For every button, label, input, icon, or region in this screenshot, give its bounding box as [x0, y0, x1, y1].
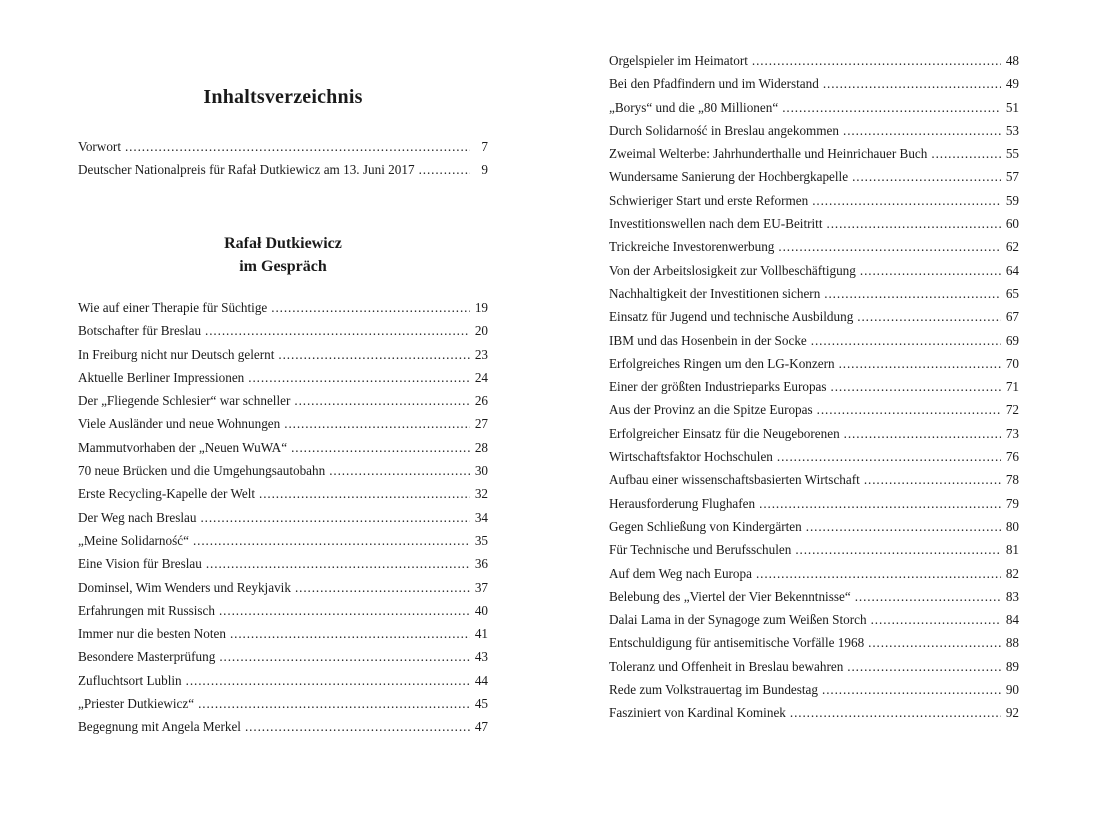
toc-entry [78, 696, 488, 719]
toc-leader-dots [795, 542, 1001, 558]
toc-entry-page-number: 79 [1005, 495, 1019, 511]
toc-entry [609, 169, 1019, 192]
toc-entry [609, 589, 1019, 612]
toc-entry [78, 347, 488, 370]
toc-entry [609, 682, 1019, 705]
toc-leader-dots [864, 472, 1001, 488]
toc-entry-title: Nachhaltigkeit der Investitionen sichern [609, 285, 821, 301]
toc-entry-title: Dalai Lama in der Synagoge zum Weißen Storch [609, 612, 867, 628]
toc-leader-dots [759, 496, 1001, 512]
toc-entry [609, 239, 1019, 262]
toc-entry [78, 626, 488, 649]
toc-entry-page-number: 59 [1005, 192, 1019, 208]
toc-entry-page-number: 7 [481, 139, 488, 154]
toc-entry [78, 440, 488, 463]
toc-intro-list [78, 139, 488, 186]
toc-entry [78, 603, 488, 626]
toc-entry [78, 300, 488, 323]
section-heading-line2: im Gespräch [239, 258, 327, 275]
toc-entry [609, 449, 1019, 472]
toc-entry-page-number: 20 [474, 323, 488, 339]
toc-entry-title: Besondere Masterprüfung [78, 649, 216, 665]
toc-entry-page-number: 69 [1005, 332, 1019, 348]
toc-entry [609, 356, 1019, 379]
toc-entry [78, 370, 488, 393]
toc-leader-dots [827, 216, 1001, 232]
toc-entry-page-number: 88 [1005, 635, 1019, 651]
toc-leader-dots [230, 626, 470, 642]
toc-entry-page-number: 83 [1005, 588, 1019, 604]
toc-entry [609, 659, 1019, 682]
toc-leader-dots [847, 659, 1001, 675]
toc-entry [609, 496, 1019, 519]
toc-entry-title: Herausforderung Flughafen [609, 495, 756, 511]
toc-entry [609, 566, 1019, 589]
toc-entry-title: Viele Ausländer und neue Wohnungen [78, 416, 281, 432]
toc-entry [78, 673, 488, 696]
toc-entry [78, 323, 488, 346]
toc-leader-dots [193, 533, 470, 549]
toc-entry-page-number: 82 [1005, 565, 1019, 581]
toc-entry-page-number: 62 [1005, 239, 1019, 255]
toc-entry-page-number: 9 [481, 162, 488, 178]
toc-leader-dots [843, 123, 1001, 139]
toc-right-list [609, 53, 1019, 729]
toc-leader-dots [219, 649, 470, 665]
toc-entry-title: Eine Vision für Breslau [78, 556, 202, 572]
toc-entry-title: In Freiburg nicht nur Deutsch gelernt [78, 346, 275, 362]
toc-leader-dots [294, 393, 470, 409]
toc-entry [609, 146, 1019, 169]
toc-entry [609, 263, 1019, 286]
toc-entry-page-number: 23 [474, 346, 488, 362]
toc-leader-dots [812, 193, 1001, 209]
toc-entry [78, 510, 488, 533]
toc-entry-page-number: 57 [1005, 169, 1019, 185]
toc-leader-dots [200, 510, 470, 526]
toc-entry [609, 379, 1019, 402]
toc-entry [609, 123, 1019, 146]
toc-leader-dots [811, 333, 1001, 349]
toc-entry-title: Entschuldigung für antisemitische Vorfälle 1968 [609, 635, 865, 651]
toc-entry-page-number: 89 [1005, 658, 1019, 674]
toc-leader-dots [186, 673, 470, 689]
toc-entry-title: Mammutvorhaben der „Neuen WuWA“ [78, 439, 288, 455]
toc-entry [609, 193, 1019, 216]
toc-entry-title: Aus der Provinz an die Spitze Europas [609, 402, 813, 418]
toc-entry-title: Belebung des „Viertel der Vier Bekenntnisse“ [609, 588, 851, 604]
right-page [550, 0, 1100, 825]
toc-entry-title: 70 neue Brücken und die Umgehungsautobahn [78, 463, 326, 479]
toc-entry-page-number: 80 [1005, 518, 1019, 534]
toc-entry-page-number: 64 [1005, 262, 1019, 278]
toc-entry-title: Zweimal Welterbe: Jahrhunderthalle und Heinrichauer Buch [609, 146, 928, 162]
section-heading-line1: Rafał Dutkiewicz [224, 235, 342, 252]
toc-entry-page-number: 67 [1005, 309, 1019, 325]
toc-entry-title: Begegnung mit Angela Merkel [78, 719, 241, 735]
toc-entry-page-number: 53 [1005, 122, 1019, 138]
toc-entry-page-number: 37 [474, 579, 488, 595]
toc-entry-title: Rede zum Volkstrauertag im Bundestag [609, 682, 819, 698]
toc-entry-title: Investitionswellen nach dem EU-Beitritt [609, 216, 823, 232]
toc-entry-page-number: 70 [1005, 355, 1019, 371]
toc-entry-title: Gegen Schließung von Kindergärten [609, 518, 802, 534]
toc-leader-dots [824, 286, 1001, 302]
toc-entry [609, 286, 1019, 309]
toc-entry-title: Toleranz und Offenheit in Breslau bewahren [609, 658, 844, 674]
toc-entry [609, 53, 1019, 76]
toc-leader-dots [852, 169, 1001, 185]
toc-entry-page-number: 55 [1005, 146, 1019, 162]
toc-entry-title: Erfolgreicher Einsatz für die Neugeborenen [609, 425, 840, 441]
toc-entry-title: „Borys“ und die „80 Millionen“ [609, 99, 779, 115]
toc-entry-page-number: 26 [474, 393, 488, 409]
toc-entry-page-number: 47 [474, 719, 488, 735]
toc-entry-page-number: 27 [474, 416, 488, 432]
toc-entry-title: Wirtschaftsfaktor Hochschulen [609, 449, 773, 465]
toc-leader-dots [278, 347, 470, 363]
toc-leader-dots [219, 603, 470, 619]
toc-entry-page-number: 44 [474, 672, 488, 688]
toc-leader-dots [860, 263, 1001, 279]
toc-entry-page-number: 76 [1005, 449, 1019, 465]
toc-entry-title: Erste Recycling-Kapelle der Welt [78, 486, 256, 502]
toc-entry-page-number: 51 [1005, 99, 1019, 115]
toc-leader-dots [857, 309, 1001, 325]
toc-entry-page-number: 60 [1005, 216, 1019, 232]
toc-leader-dots [806, 519, 1001, 535]
toc-entry [78, 139, 488, 162]
toc-left-list [78, 300, 488, 743]
toc-entry [609, 705, 1019, 728]
toc-entry [609, 333, 1019, 356]
toc-entry-title: Wie auf einer Therapie für Süchtige [78, 300, 268, 315]
toc-entry-title: Einsatz für Jugend und technische Ausbildung [609, 309, 854, 325]
section-heading [78, 232, 488, 278]
toc-entry-title: Schwieriger Start und erste Reformen [609, 192, 809, 208]
toc-entry-title: Wundersame Sanierung der Hochbergkapelle [609, 169, 849, 185]
toc-entry-page-number: 41 [474, 626, 488, 642]
toc-leader-dots [823, 76, 1001, 92]
toc-entry [78, 416, 488, 439]
toc-entry-page-number: 34 [474, 509, 488, 525]
toc-entry-page-number: 73 [1005, 425, 1019, 441]
toc-leader-dots [419, 162, 470, 178]
toc-entry-title: Bei den Pfadfindern und im Widerstand [609, 76, 819, 92]
toc-entry-page-number: 43 [474, 649, 488, 665]
toc-entry [609, 402, 1019, 425]
toc-entry [609, 76, 1019, 99]
toc-leader-dots [839, 356, 1001, 372]
toc-entry [78, 649, 488, 672]
toc-entry-title: „Meine Solidarność“ [78, 532, 189, 548]
toc-entry-title: Botschafter für Breslau [78, 323, 202, 339]
toc-leader-dots [205, 323, 470, 339]
toc-entry-title: Der Weg nach Breslau [78, 509, 197, 525]
toc-entry [78, 719, 488, 742]
toc-entry-page-number: 30 [474, 463, 488, 479]
toc-leader-dots [291, 440, 470, 456]
toc-entry-title: Erfolgreiches Ringen um den LG-Konzern [609, 355, 835, 371]
toc-entry-page-number: 24 [474, 369, 488, 385]
toc-leader-dots [778, 239, 1001, 255]
toc-leader-dots [284, 416, 470, 432]
toc-leader-dots [295, 580, 470, 596]
toc-entry-title: Durch Solidarność in Breslau angekommen [609, 122, 839, 138]
toc-entry-page-number: 35 [474, 532, 488, 548]
toc-leader-dots [822, 682, 1001, 698]
toc-entry-page-number: 19 [474, 300, 488, 315]
toc-entry-title: Für Technische und Berufsschulen [609, 542, 792, 558]
toc-entry-title: Trickreiche Investorenwerbung [609, 239, 775, 255]
toc-entry-page-number: 71 [1005, 379, 1019, 395]
toc-leader-dots [844, 426, 1001, 442]
toc-entry [609, 100, 1019, 123]
toc-leader-dots [782, 100, 1001, 116]
toc-entry [609, 612, 1019, 635]
toc-entry-page-number: 84 [1005, 612, 1019, 628]
toc-entry-page-number: 78 [1005, 472, 1019, 488]
toc-entry [609, 472, 1019, 495]
toc-entry-title: Von der Arbeitslosigkeit zur Vollbeschäftigung [609, 262, 856, 278]
toc-leader-dots [855, 589, 1001, 605]
toc-entry-page-number: 48 [1005, 53, 1019, 68]
toc-entry-page-number: 90 [1005, 682, 1019, 698]
toc-entry [609, 426, 1019, 449]
toc-leader-dots [752, 53, 1001, 69]
toc-entry-title: IBM und das Hosenbein in der Socke [609, 332, 807, 348]
toc-entry [78, 580, 488, 603]
toc-entry-page-number: 36 [474, 556, 488, 572]
toc-entry-page-number: 49 [1005, 76, 1019, 92]
toc-leader-dots [931, 146, 1001, 162]
toc-entry-page-number: 92 [1005, 705, 1019, 721]
toc-entry-title: Aktuelle Berliner Impressionen [78, 369, 245, 385]
toc-entry [78, 486, 488, 509]
toc-entry-title: Auf dem Weg nach Europa [609, 565, 752, 581]
toc-entry-title: Erfahrungen mit Russisch [78, 602, 215, 618]
toc-entry-page-number: 40 [474, 602, 488, 618]
toc-entry-title: Vorwort [78, 139, 121, 154]
toc-leader-dots [777, 449, 1001, 465]
toc-entry-title: Einer der größten Industrieparks Europas [609, 379, 827, 395]
toc-leader-dots [831, 379, 1001, 395]
toc-leader-dots [817, 402, 1001, 418]
toc-entry-page-number: 28 [474, 439, 488, 455]
toc-entry [609, 309, 1019, 332]
toc-leader-dots [248, 370, 470, 386]
toc-entry [78, 533, 488, 556]
toc-leader-dots [868, 635, 1001, 651]
toc-entry-page-number: 81 [1005, 542, 1019, 558]
toc-leader-dots [271, 300, 470, 316]
toc-leader-dots [206, 556, 470, 572]
toc-leader-dots [198, 696, 470, 712]
toc-leader-dots [245, 719, 470, 735]
toc-entry-title: Zufluchtsort Lublin [78, 672, 182, 688]
toc-entry-title: Immer nur die besten Noten [78, 626, 226, 642]
toc-entry-title: Dominsel, Wim Wenders und Reykjavik [78, 579, 291, 595]
toc-leader-dots [790, 705, 1001, 721]
toc-entry-page-number: 32 [474, 486, 488, 502]
toc-entry-title: Orgelspieler im Heimatort [609, 53, 748, 68]
toc-title: Inhaltsverzeichnis [203, 86, 363, 108]
toc-leader-dots [756, 566, 1001, 582]
toc-entry [609, 216, 1019, 239]
toc-entry-title: „Priester Dutkiewicz“ [78, 696, 195, 712]
toc-leader-dots [125, 139, 470, 155]
toc-entry [609, 519, 1019, 542]
toc-entry-page-number: 45 [474, 696, 488, 712]
toc-entry-title: Deutscher Nationalpreis für Rafał Dutkiewicz am 13. Juni 2017 [78, 162, 415, 178]
toc-entry [78, 162, 488, 185]
toc-entry [609, 635, 1019, 658]
toc-entry-page-number: 72 [1005, 402, 1019, 418]
toc-entry-title: Der „Fliegende Schlesier“ war schneller [78, 393, 291, 409]
toc-entry-page-number: 65 [1005, 285, 1019, 301]
toc-leader-dots [259, 486, 470, 502]
toc-entry [78, 393, 488, 416]
toc-entry [78, 556, 488, 579]
toc-entry [78, 463, 488, 486]
toc-leader-dots [329, 463, 470, 479]
toc-leader-dots [871, 612, 1001, 628]
toc-entry-title: Aufbau einer wissenschaftsbasierten Wirtschaft [609, 472, 860, 488]
toc-entry [609, 542, 1019, 565]
toc-entry-title: Fasziniert von Kardinal Kominek [609, 705, 786, 721]
